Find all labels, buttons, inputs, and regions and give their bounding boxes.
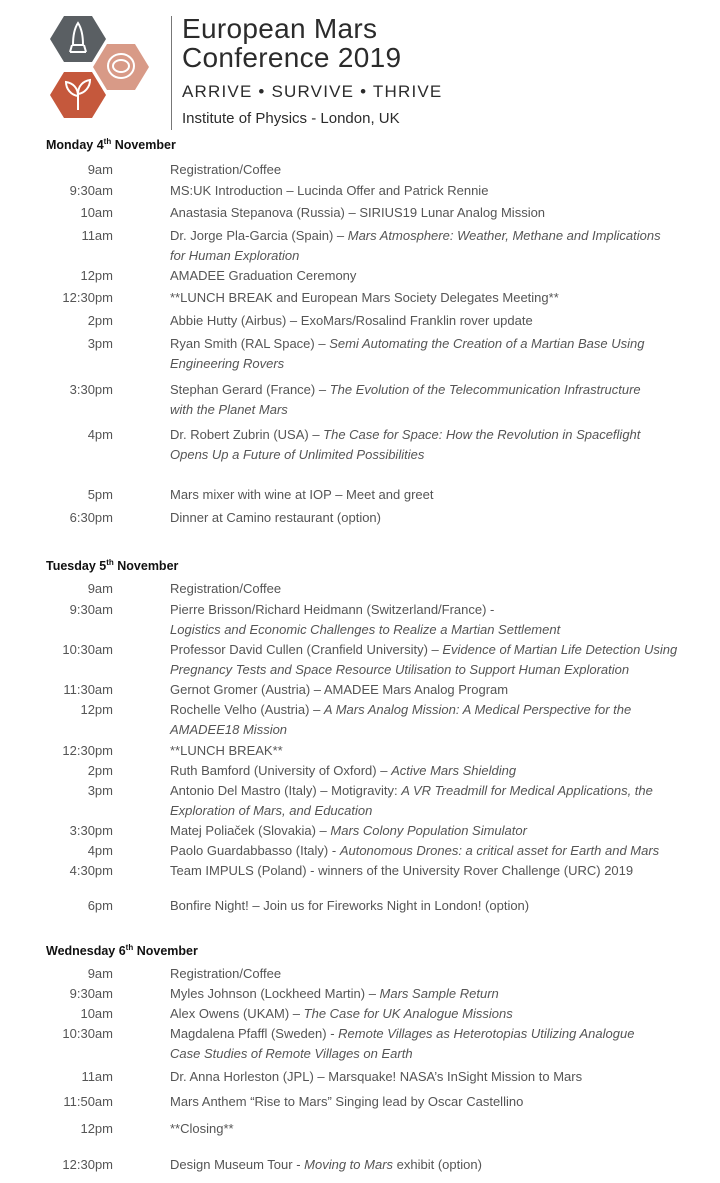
session-time: 11am — [81, 228, 113, 243]
talk-title-continued: Exploration of Mars, and Education — [170, 803, 373, 818]
session-desc: AMADEE Graduation Ceremony — [170, 268, 357, 283]
session-desc: Mars Anthem “Rise to Mars” Singing lead by Oscar Castellino — [170, 1094, 524, 1109]
talk-title: The Evolution of the Telecommunication Infrastructure — [329, 382, 641, 397]
session-time: 6:30pm — [69, 510, 113, 525]
talk-title: Moving to Mars — [304, 1157, 394, 1172]
talk-title: Active Mars Shielding — [391, 763, 517, 778]
session-desc: Registration/Coffee — [170, 966, 282, 981]
session-desc: Paolo Guardabbasso (Italy) - Autonomous Drones: a critical asset for Earth and Mars — [170, 843, 660, 858]
session-desc: Rochelle Velho (Austria) – A Mars Analog Mission: A Medical Perspective for the AMADEE18 Mission — [170, 700, 710, 740]
session-desc: Matej Poliaček (Slovakia) – Mars Colony Population Simulator — [170, 823, 527, 838]
talk-title-continued: Engineering Rovers — [170, 356, 285, 371]
session-desc: Dr. Anna Horleston (JPL) – Marsquake! NASA’s InSight Mission to Mars — [170, 1069, 583, 1084]
session-time: 9am — [87, 162, 113, 177]
session-time: 12:30pm — [62, 1157, 113, 1172]
session-time: 10am — [80, 205, 113, 220]
talk-title-continued: Opens Up a Future of Unlimited Possibilities — [170, 447, 425, 462]
session-desc: Stephan Gerard (France) – The Evolution of the Telecommunication Infrastructure with the Planet Mars — [170, 380, 710, 420]
session-time: 3pm — [87, 783, 113, 798]
talk-title: A VR Treadmill for Medical Applications, the — [401, 783, 653, 798]
session-time: 10:30am — [62, 1026, 113, 1041]
talk-title-continued: AMADEE18 Mission — [170, 722, 288, 737]
title-line-1: European Mars — [182, 13, 378, 44]
session-time: 10:30am — [62, 642, 113, 657]
session-time: 4pm — [87, 427, 113, 442]
talk-title: Mars Sample Return — [379, 986, 499, 1001]
talk-title: The Case for UK Analogue Missions — [303, 1006, 513, 1021]
session-desc: Anastasia Stepanova (Russia) – SIRIUS19 Lunar Analog Mission — [170, 205, 546, 220]
day-heading-tuesday: Tuesday 5th November — [46, 558, 179, 574]
session-time: 12pm — [80, 1121, 113, 1136]
talk-title: Mars Atmosphere: Weather, Methane and Implications — [347, 228, 661, 243]
conference-logo — [44, 14, 164, 132]
conference-branding — [182, 14, 442, 127]
session-desc: Dr. Jorge Pla-Garcia (Spain) – Mars Atmosphere: Weather, Methane and Implications for Human Exploration — [170, 226, 710, 266]
talk-title-continued: for Human Exploration — [170, 248, 300, 263]
session-desc: Professor David Cullen (Cranfield University) – Evidence of Martian Life Detection Using Pregnancy Tests and Space Resource Utilisation to Support Human Exploration — [170, 640, 710, 680]
session-desc: Ruth Bamford (University of Oxford) – Active Mars Shielding — [170, 763, 517, 778]
session-desc: Ryan Smith (RAL Space) – Semi Automating the Creation of a Martian Base Using Engineering Rovers — [170, 334, 710, 374]
talk-title: Mars Colony Population Simulator — [330, 823, 527, 838]
session-desc: Pierre Brisson/Richard Heidmann (Switzerland/France) - Logistics and Economic Challenges to Realize a Martian Settlement — [170, 600, 710, 640]
session-time: 11:50am — [63, 1094, 113, 1109]
session-time: 6pm — [87, 898, 113, 913]
session-desc: Registration/Coffee — [170, 581, 282, 596]
day-heading-monday: Monday 4th November — [46, 137, 176, 153]
title-line-2: Conference 2019 — [182, 42, 402, 73]
session-desc: **Closing** — [170, 1121, 234, 1136]
session-time: 3:30pm — [69, 382, 113, 397]
session-desc: Team IMPULS (Poland) - winners of the University Rover Challenge (URC) 2019 — [170, 863, 634, 878]
venue: Institute of Physics - London, UK — [182, 110, 400, 127]
session-desc: Design Museum Tour - Moving to Mars exhibit (option) — [170, 1157, 482, 1172]
session-time: 9am — [87, 966, 113, 981]
session-time: 10am — [80, 1006, 113, 1021]
session-desc: Antonio Del Mastro (Italy) – Motigravity: A VR Treadmill for Medical Applications, the Exploration of Mars, and Education — [170, 781, 710, 821]
day-heading-wednesday: Wednesday 6th November — [46, 943, 198, 959]
session-desc: Magdalena Pfaffl (Sweden) - Remote Villages as Heterotopias Utilizing Analogue Case Studies of Remote Villages on Earth — [170, 1024, 710, 1064]
session-desc: MS:UK Introduction – Lucinda Offer and Patrick Rennie — [170, 183, 489, 198]
session-desc: Alex Owens (UKAM) – The Case for UK Analogue Missions — [170, 1006, 513, 1021]
session-time: 9am — [87, 581, 113, 596]
talk-title: Semi Automating the Creation of a Martian Base Using — [329, 336, 645, 351]
session-time: 4:30pm — [69, 863, 113, 878]
session-time: 11:30am — [63, 682, 113, 697]
session-desc: Registration/Coffee — [170, 162, 282, 177]
talk-title-continued: Logistics and Economic Challenges to Realize a Martian Settlement — [170, 622, 561, 637]
session-time: 9:30am — [69, 183, 113, 198]
logo-hex-light — [93, 44, 149, 90]
session-time: 9:30am — [69, 602, 113, 617]
talk-title: A Mars Analog Mission: A Medical Perspective for the — [323, 702, 632, 717]
session-time: 12pm — [80, 702, 113, 717]
session-time: 11am — [81, 1069, 113, 1084]
talk-title-continued: Pregnancy Tests and Space Resource Utilisation to Support Human Exploration — [170, 662, 630, 677]
session-desc: Dinner at Camino restaurant (option) — [170, 510, 381, 525]
session-time: 4pm — [87, 843, 113, 858]
session-time: 9:30am — [69, 986, 113, 1001]
session-time: 3pm — [87, 336, 113, 351]
session-desc: Dr. Robert Zubrin (USA) – The Case for Space: How the Revolution in Spaceflight Opens Up a Future of Unlimited Possibilities — [170, 425, 710, 465]
session-time: 2pm — [87, 763, 113, 778]
session-time: 2pm — [87, 313, 113, 328]
talk-title: Autonomous Drones: a critical asset for Earth and Mars — [339, 843, 660, 858]
talk-title-continued: Case Studies of Remote Villages on Earth — [170, 1046, 413, 1061]
session-desc: Gernot Gromer (Austria) – AMADEE Mars Analog Program — [170, 682, 509, 697]
session-time: 12:30pm — [62, 743, 113, 758]
session-desc: Myles Johnson (Lockheed Martin) – Mars Sample Return — [170, 986, 499, 1001]
session-time: 5pm — [87, 487, 113, 502]
header-divider — [171, 16, 172, 130]
tagline: ARRIVE • SURVIVE • THRIVE — [182, 82, 443, 101]
talk-title: Remote Villages as Heterotopias Utilizing Analogue — [338, 1026, 635, 1041]
session-desc: **LUNCH BREAK and European Mars Society Delegates Meeting** — [170, 290, 559, 305]
talk-title: The Case for Space: How the Revolution in Spaceflight — [323, 427, 641, 442]
session-desc: Abbie Hutty (Airbus) – ExoMars/Rosalind Franklin rover update — [170, 313, 533, 328]
session-time: 12pm — [80, 268, 113, 283]
talk-title-continued: with the Planet Mars — [170, 402, 288, 417]
session-desc: Bonfire Night! – Join us for Fireworks Night in London! (option) — [170, 898, 530, 913]
talk-title: Evidence of Martian Life Detection Using — [442, 642, 678, 657]
session-time: 3:30pm — [69, 823, 113, 838]
session-desc: **LUNCH BREAK** — [170, 743, 283, 758]
session-desc: Mars mixer with wine at IOP – Meet and greet — [170, 487, 434, 502]
session-time: 12:30pm — [62, 290, 113, 305]
